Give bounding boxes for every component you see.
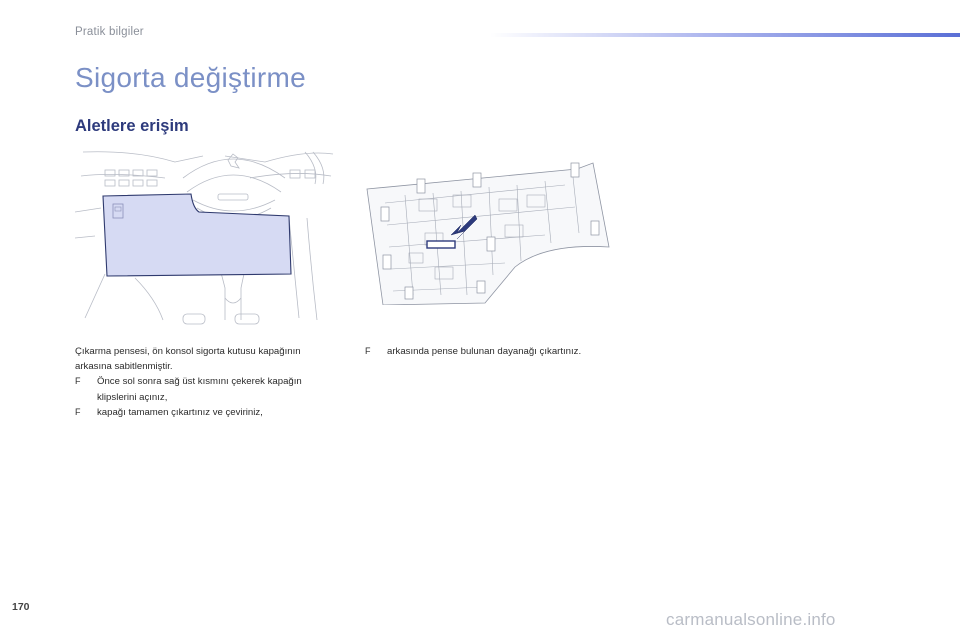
fusebox-illustration bbox=[365, 155, 610, 305]
peugeot-logo-icon bbox=[228, 154, 239, 168]
page-number: 170 bbox=[12, 601, 30, 613]
instructions-right bbox=[365, 344, 595, 359]
step-item: F arkasında pense bulunan dayanağı çıkartınız. bbox=[365, 344, 595, 359]
bullet-marker: F bbox=[75, 406, 81, 417]
page-title: Sigorta değiştirme bbox=[75, 62, 307, 93]
header-rule bbox=[490, 33, 960, 37]
watermark: carmanualsonline.info bbox=[666, 610, 836, 629]
bullet-marker: F bbox=[365, 346, 371, 356]
section-subtitle: Aletlere erişim bbox=[75, 117, 189, 135]
step-item: F Önce sol sonra sağ üst kısmını çekerek kapağın klipslerini açınız, bbox=[75, 376, 302, 403]
intro-text: Çıkarma pensesi, ön konsol sigorta kutusu kapağının arkasına sabitlenmiştir. bbox=[75, 346, 301, 373]
dashboard-illustration bbox=[75, 148, 337, 326]
section-label: Pratik bilgiler bbox=[75, 26, 144, 38]
bullet-marker: F bbox=[75, 376, 81, 387]
step-item: F kapağı tamamen çıkartınız ve çeviriniz, bbox=[75, 405, 335, 420]
instructions-left bbox=[75, 344, 335, 420]
